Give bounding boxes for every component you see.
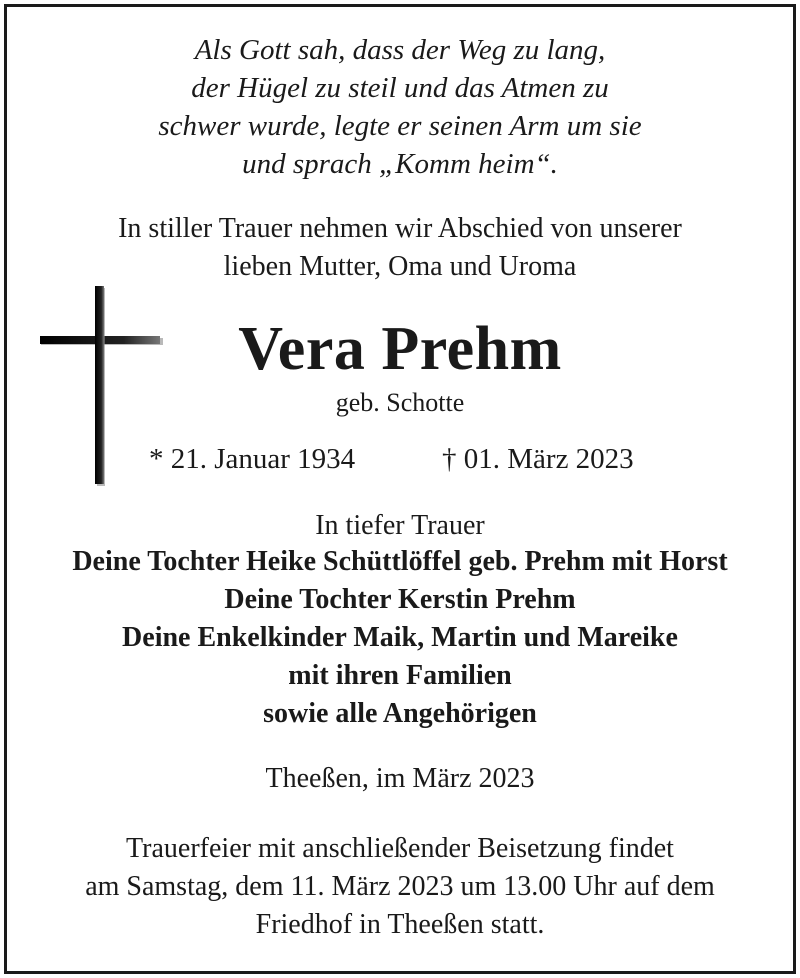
cross-icon [40,286,164,486]
service-line-3: Friedhof in Theeßen statt. [255,909,545,940]
birth-name: geb. Schotte [335,388,465,417]
death-date: † 01. März 2023 [442,443,634,475]
poem-line-1: Als Gott sah, dass der Weg zu lang, [194,34,606,66]
poem-line-2: der Hügel zu steil und das Atmen zu [191,72,609,104]
intro-line-1: In stiller Trauer nehmen wir Abschied von unserer [118,213,682,244]
intro-line-2: lieben Mutter, Oma und Uroma [223,251,577,282]
mourners-heading: In tiefer Trauer [315,510,485,541]
deceased-name: Vera Prehm [238,315,562,383]
poem-line-3: schwer wurde, legte er seinen Arm um sie [158,110,642,142]
poem-line-4: und sprach „Komm heim“. [242,148,558,180]
place-date: Theeßen, im März 2023 [265,763,535,794]
mourner-line-5: sowie alle Angehörigen [263,698,537,729]
service-line-1: Trauerfeier mit anschließender Beisetzung findet [126,833,674,864]
mourner-line-2: Deine Tochter Kerstin Prehm [224,584,576,615]
birth-date: * 21. Januar 1934 [149,443,356,475]
mourner-line-4: mit ihren Familien [288,660,512,691]
service-line-2: am Samstag, dem 11. März 2023 um 13.00 Uhr auf dem [85,871,715,902]
mourner-line-3: Deine Enkelkinder Maik, Martin und Mareike [122,622,678,653]
mourner-line-1: Deine Tochter Heike Schüttlöffel geb. Prehm mit Horst [72,546,728,577]
